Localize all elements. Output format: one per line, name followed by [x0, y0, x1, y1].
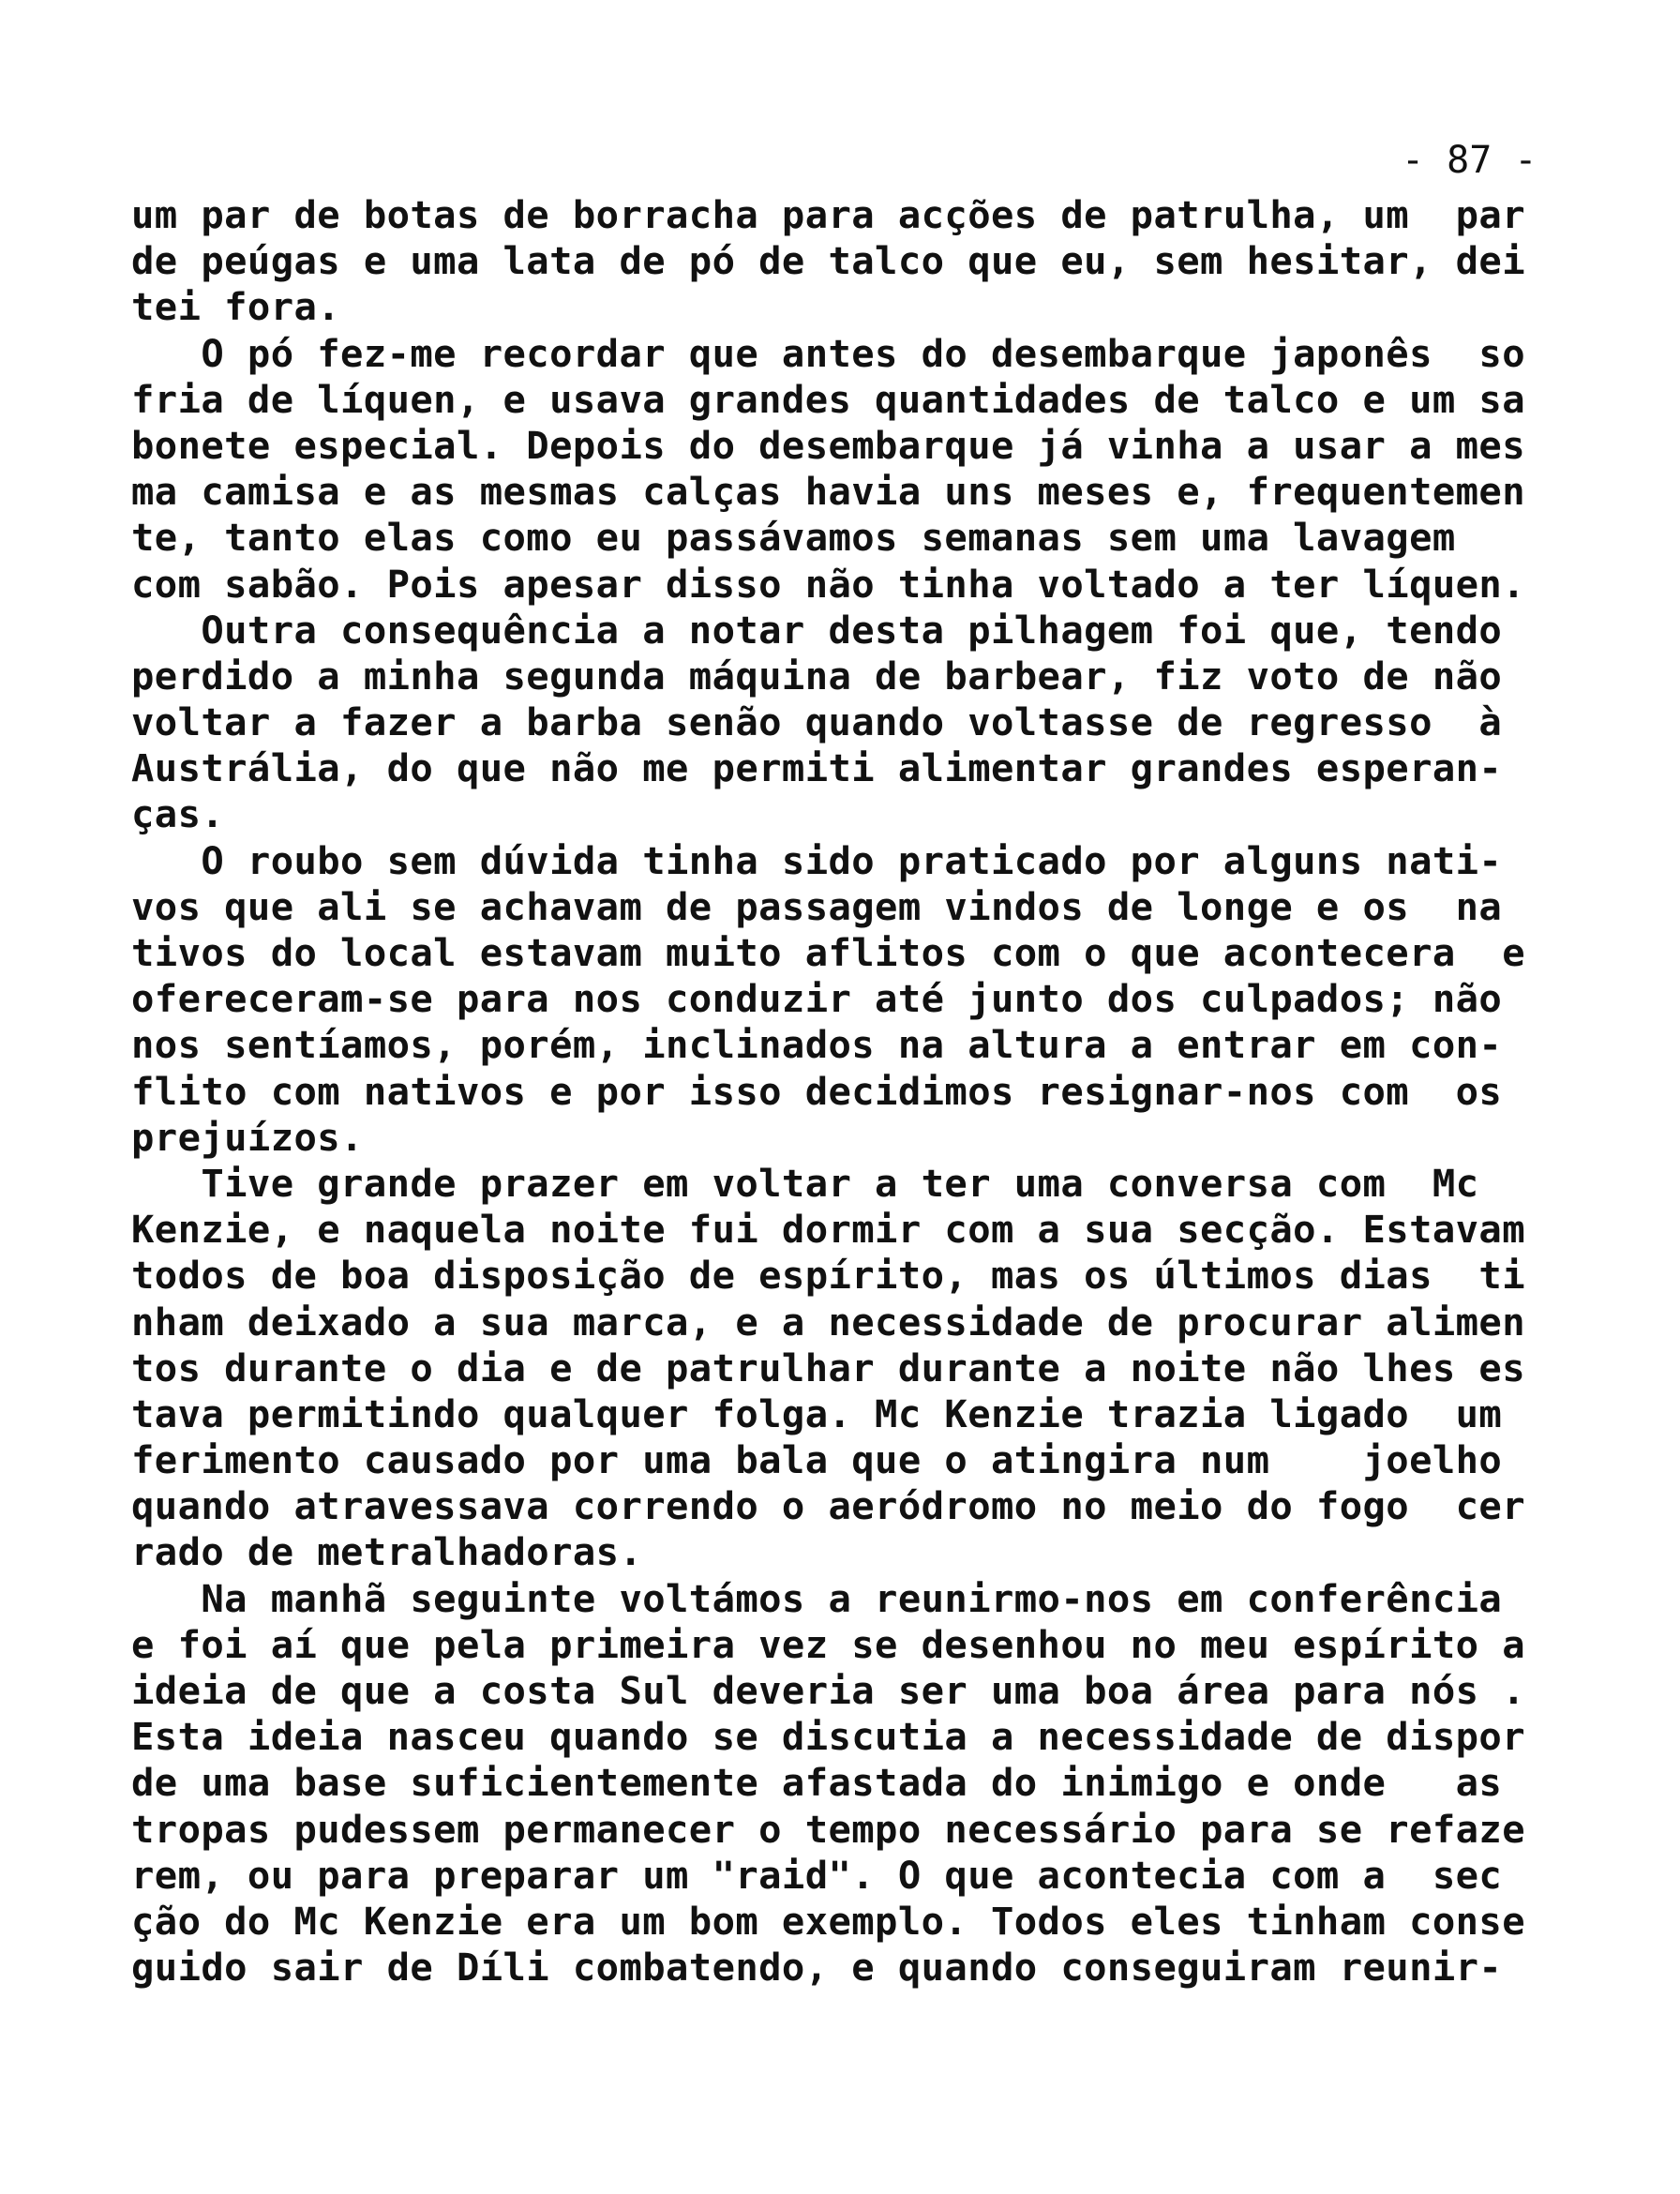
- text-line: Kenzie, e naquela noite fui dormir com a sua secção. Estavam: [131, 1207, 1525, 1253]
- text-line: quando atravessava correndo o aeródromo no meio do fogo cer: [131, 1483, 1525, 1529]
- text-line: com sabão. Pois apesar disso não tinha voltado a ter líquen.: [131, 561, 1525, 607]
- text-line: flito com nativos e por isso decidimos resignar-nos com os: [131, 1068, 1503, 1114]
- text-line: vos que ali se achavam de passagem vindos de longe e os na: [131, 883, 1503, 929]
- text-line: Outra consequência a notar desta pilhagem foi que, tendo: [131, 607, 1503, 653]
- text-line: prejuízos.: [131, 1114, 364, 1160]
- text-line: tivos do local estavam muito aflitos com o que acontecera e: [131, 930, 1525, 975]
- text-line: tei fora.: [131, 284, 341, 330]
- text-line: tos durante o dia e de patrulhar durante a noite não lhes es: [131, 1345, 1525, 1390]
- text-line: O roubo sem dúvida tinha sido praticado por alguns nati-: [131, 837, 1503, 883]
- text-line: rem, ou para preparar um "raid". O que acontecia com a sec: [131, 1852, 1503, 1898]
- text-line: O pó fez-me recordar que antes do desembarque japonês so: [131, 330, 1525, 376]
- text-line: e foi aí que pela primeira vez se desenhou no meu espírito a: [131, 1621, 1525, 1667]
- text-line: ferimento causado por uma bala que o atingira num joelho: [131, 1437, 1503, 1483]
- text-line: ças.: [131, 791, 225, 837]
- text-line: perdido a minha segunda máquina de barbear, fiz voto de não: [131, 653, 1503, 699]
- text-line: ção do Mc Kenzie era um bom exemplo. Todos eles tinham conse: [131, 1898, 1525, 1944]
- text-line: ideia de que a costa Sul deveria ser uma boa área para nós .: [131, 1668, 1525, 1713]
- text-line: fria de líquen, e usava grandes quantidades de talco e um sa: [131, 376, 1525, 422]
- text-line: rado de metralhadoras.: [131, 1529, 643, 1575]
- text-line: ofereceram-se para nos conduzir até junto dos culpados; não: [131, 976, 1503, 1022]
- text-line: tropas pudessem permanecer o tempo necessário para se refaze: [131, 1806, 1525, 1852]
- text-line: ma camisa e as mesmas calças havia uns meses e, frequentemen: [131, 469, 1525, 515]
- text-line: tava permitindo qualquer folga. Mc Kenzie trazia ligado um: [131, 1390, 1503, 1436]
- body-text: [131, 192, 1547, 1991]
- text-line: te, tanto elas como eu passávamos semanas sem uma lavagem: [131, 515, 1456, 561]
- text-line: um par de botas de borracha para acções de patrulha, um par: [131, 192, 1525, 237]
- text-line: nham deixado a sua marca, e a necessidade de procurar alimen: [131, 1299, 1525, 1345]
- page-number: - 87 -: [1402, 139, 1538, 182]
- text-line: Esta ideia nasceu quando se discutia a necessidade de dispor: [131, 1714, 1525, 1760]
- text-line: todos de boa disposição de espírito, mas os últimos dias ti: [131, 1253, 1525, 1299]
- text-line: de uma base suficientemente afastada do inimigo e onde as: [131, 1760, 1503, 1806]
- text-line: Na manhã seguinte voltámos a reunirmo-nos em conferência: [131, 1575, 1503, 1621]
- text-line: Austrália, do que não me permiti alimentar grandes esperan-: [131, 745, 1503, 791]
- text-line: Tive grande prazer em voltar a ter uma conversa com Mc: [131, 1160, 1479, 1206]
- text-line: guido sair de Díli combatendo, e quando conseguiram reunir-: [131, 1945, 1503, 1991]
- text-line: voltar a fazer a barba senão quando voltasse de regresso à: [131, 699, 1503, 745]
- text-line: nos sentíamos, porém, inclinados na altura a entrar em con-: [131, 1022, 1503, 1068]
- text-line: de peúgas e uma lata de pó de talco que eu, sem hesitar, dei: [131, 238, 1525, 284]
- text-line: bonete especial. Depois do desembarque já vinha a usar a mes: [131, 422, 1525, 468]
